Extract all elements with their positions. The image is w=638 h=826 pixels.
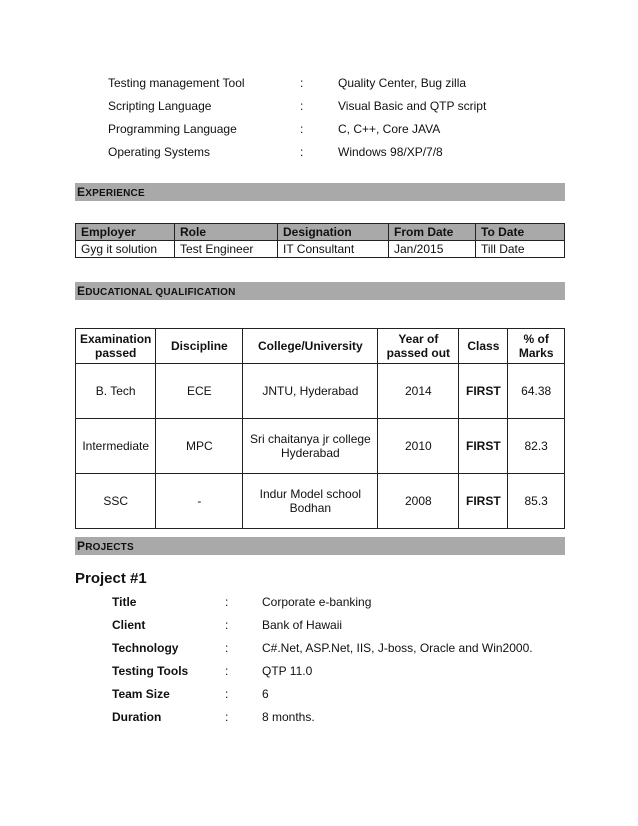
table-header-row	[76, 224, 565, 241]
table-cell: ECE	[156, 364, 243, 419]
column-header: Role	[175, 224, 278, 241]
table-cell: FIRST	[459, 419, 508, 474]
table-row	[76, 364, 565, 419]
heading-initial: E	[77, 284, 86, 298]
table-cell: IT Consultant	[278, 241, 389, 258]
skill-value: Visual Basic and QTP script	[338, 99, 487, 113]
table-row	[76, 241, 565, 258]
project-field	[112, 618, 572, 636]
heading-text: ROJECTS	[85, 542, 134, 553]
table-cell: Indur Model school Bodhan	[243, 474, 378, 529]
skill-separator: :	[300, 99, 304, 113]
skill-row	[108, 145, 588, 163]
project-field-separator: :	[225, 618, 229, 632]
table-cell: Till Date	[476, 241, 565, 258]
column-header: College/University	[243, 329, 378, 364]
column-header: To Date	[476, 224, 565, 241]
experience-table	[75, 223, 565, 258]
project-field-separator: :	[225, 641, 229, 655]
project-field	[112, 595, 572, 613]
project-field	[112, 664, 572, 682]
heading-text: DUCATIONAL QUALIFICATION	[85, 287, 236, 298]
column-header: % of Marks	[508, 329, 565, 364]
heading-text: XPERIENCE	[85, 188, 145, 199]
project-field-separator: :	[225, 687, 229, 701]
project-field-label: Client	[112, 618, 146, 632]
table-cell: B. Tech	[76, 364, 156, 419]
column-header: From Date	[389, 224, 476, 241]
skill-row	[108, 76, 588, 94]
education-heading	[75, 282, 565, 300]
table-cell: Gyg it solution	[76, 241, 175, 258]
project-field	[112, 641, 572, 659]
table-cell: 2008	[378, 474, 459, 529]
experience-heading	[75, 183, 565, 201]
column-header: Year of passed out	[378, 329, 459, 364]
project-title: Project #1	[75, 570, 147, 587]
skill-label: Programming Language	[108, 122, 237, 136]
table-cell: Jan/2015	[389, 241, 476, 258]
heading-initial: E	[77, 185, 86, 199]
table-cell: FIRST	[459, 474, 508, 529]
table-cell: MPC	[156, 419, 243, 474]
column-header: Discipline	[156, 329, 243, 364]
project-field	[112, 710, 572, 728]
column-header: Employer	[76, 224, 175, 241]
projects-heading	[75, 537, 565, 555]
table-cell: Intermediate	[76, 419, 156, 474]
project-field-label: Technology	[112, 641, 179, 655]
project-field-label: Duration	[112, 710, 162, 724]
column-header: Designation	[278, 224, 389, 241]
skill-value: Windows 98/XP/7/8	[338, 145, 443, 159]
table-cell: 64.38	[508, 364, 565, 419]
skill-label: Testing management Tool	[108, 76, 245, 90]
project-field-value: 8 months.	[262, 710, 315, 724]
project-field-separator: :	[225, 710, 229, 724]
table-cell: SSC	[76, 474, 156, 529]
project-field-label: Title	[112, 595, 137, 609]
table-cell: 85.3	[508, 474, 565, 529]
table-cell: JNTU, Hyderabad	[243, 364, 378, 419]
skill-row	[108, 122, 588, 140]
skill-label: Scripting Language	[108, 99, 212, 113]
skill-separator: :	[300, 145, 304, 159]
table-cell: Sri chaitanya jr college Hyderabad	[243, 419, 378, 474]
project-field	[112, 687, 572, 705]
project-field-separator: :	[225, 664, 229, 678]
column-header: Examination passed	[76, 329, 156, 364]
skill-label: Operating Systems	[108, 145, 211, 159]
table-cell: -	[156, 474, 243, 529]
column-header: Class	[459, 329, 508, 364]
heading-initial: P	[77, 539, 86, 553]
project-field-separator: :	[225, 595, 229, 609]
skill-value: Quality Center, Bug zilla	[338, 76, 467, 90]
project-field-value: Bank of Hawaii	[262, 618, 343, 632]
education-table	[75, 328, 565, 529]
project-field-value: 6	[262, 687, 269, 701]
project-field-label: Testing Tools	[112, 664, 189, 678]
table-cell: 82.3	[508, 419, 565, 474]
skill-value: C, C++, Core JAVA	[338, 122, 441, 136]
table-row	[76, 419, 565, 474]
table-header-row	[76, 329, 565, 364]
table-cell: 2010	[378, 419, 459, 474]
table-cell: 2014	[378, 364, 459, 419]
project-field-value: C#.Net, ASP.Net, IIS, J-boss, Oracle and Win2000.	[262, 641, 533, 655]
skill-separator: :	[300, 76, 304, 90]
project-field-value: QTP 11.0	[262, 664, 313, 678]
skill-separator: :	[300, 122, 304, 136]
table-cell: FIRST	[459, 364, 508, 419]
skill-row	[108, 99, 588, 117]
table-cell: Test Engineer	[175, 241, 278, 258]
table-row	[76, 474, 565, 529]
project-field-label: Team Size	[112, 687, 170, 701]
project-field-value: Corporate e-banking	[262, 595, 372, 609]
